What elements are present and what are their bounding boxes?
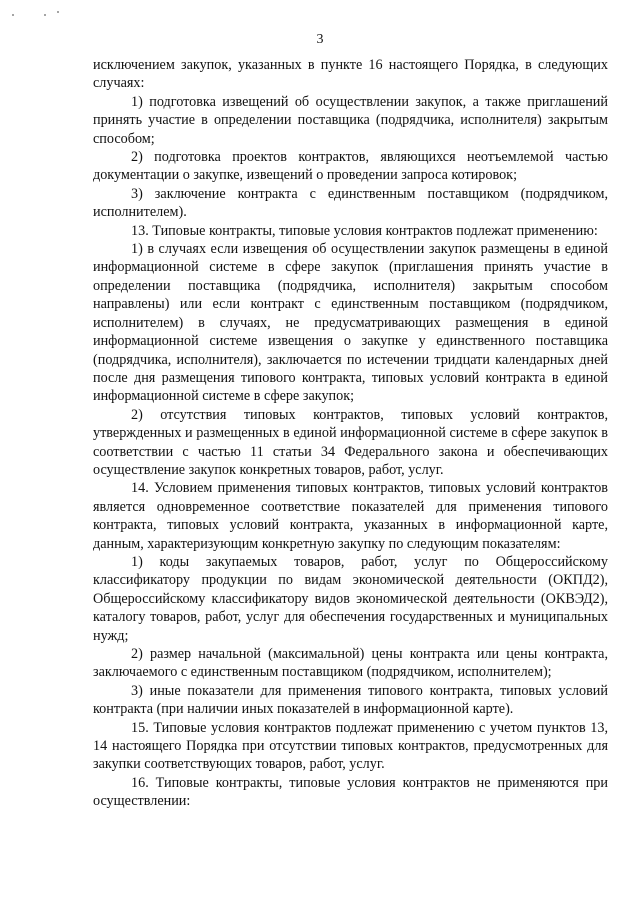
- list-item: 3) иные показатели для применения типового контракта, типовых условий контракта (при наличии иных показателей в информационной карте).: [93, 682, 608, 718]
- scan-speck: [44, 14, 46, 16]
- scan-speck: [12, 14, 14, 16]
- scan-speck: [57, 11, 59, 13]
- list-item: 2) размер начальной (максимальной) цены контракта или цены контракта, заключаемого с единственным поставщиком (подрядчиком, исполнителем);: [93, 646, 608, 681]
- document-body: [93, 56, 608, 811]
- clause-14: 14. Условием применения типовых контрактов, типовых условий контрактов является одновременное соответствие показателей для применения типового контракта, типовых условий контракта, указанных в информационной карте, данным, характеризующим конкретную закупку по следующим показателям:: [93, 480, 608, 552]
- clause-15: 15. Типовые условия контрактов подлежат применению с учетом пунктов 13, 14 настоящего Порядка при отсутствии типовых контрактов, предусмотренных для закупки соответствующих товаров, работ, услуг.: [93, 719, 608, 773]
- list-item: 1) подготовка извещений об осуществлении закупок, а также приглашений принять участие в определении поставщика (подрядчика, исполнителя) закрытым способом;: [93, 93, 608, 147]
- list-item: 3) заключение контракта с единственным поставщиком (подрядчиком, исполнителем).: [93, 185, 608, 221]
- list-item: 2) отсутствия типовых контрактов, типовых условий контрактов, утвержденных и размещенных в единой информационной системе в сфере закупок в соответствии с частью 11 статьи 34 Федерального закона и обеспечивающих осуществление закупок конкретных товаров, работ, услуг.: [93, 406, 608, 478]
- clause-16: 16. Типовые контракты, типовые условия контрактов не применяются при осуществлении:: [93, 774, 608, 810]
- list-item: 1) в случаях если извещения об осуществлении закупок размещены в единой информационной системе в сфере закупок (приглашения принять участие в определении поставщика (подрядчика, исполнителя) закрытым способом направлены) или если контракт с единственным поставщиком (подрядчиком, исполнителем) в случаях, не предусматривающих размещения в единой информационной системе извещения о закупке у единственного поставщика (подрядчика, исполнителя), заключается по истечении тридцати календарных дней после дня размещения типового контракта, типовых условий контракта в единой информационной системе в сфере закупок;: [93, 241, 608, 405]
- paragraph: исключением закупок, указанных в пункте 16 настоящего Порядка, в следующих случаях:: [93, 57, 608, 92]
- page-number: 3: [316, 32, 324, 47]
- list-item: 1) коды закупаемых товаров, работ, услуг по Общероссийскому классификатору продукции по видам экономической деятельности (ОКПД2), Общероссийскому классификатору видов экономической деятельности (ОКВЭД2), каталогу товаров, работ, услуг для обеспечения государственных и муниципальных нужд;: [93, 553, 608, 644]
- list-item: 2) подготовка проектов контрактов, являющихся неотъемлемой частью документации о закупке, извещений о проведении запроса котировок;: [93, 149, 608, 184]
- clause-13: 13. Типовые контракты, типовые условия контрактов подлежат применению:: [131, 222, 598, 239]
